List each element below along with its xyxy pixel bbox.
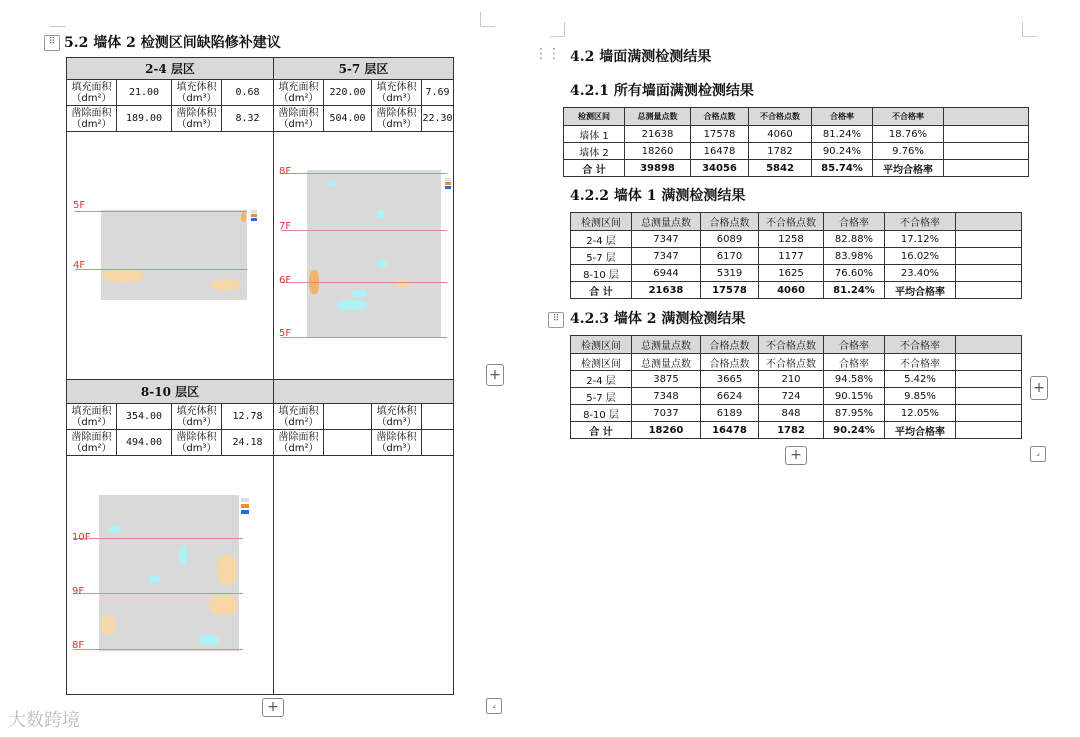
cell: 7348: [632, 388, 701, 405]
cell: 23.40%: [885, 265, 956, 282]
cell: 1177: [759, 248, 824, 265]
repair-suggestion-table: [66, 57, 454, 695]
cell: 90.24%: [812, 143, 873, 160]
add-column-button[interactable]: +: [1030, 376, 1048, 400]
section-title-4-2: 4.2 墙面满测检测结果: [570, 49, 712, 65]
cell: 6089: [701, 231, 759, 248]
cell: 1625: [759, 265, 824, 282]
cell: 3665: [701, 371, 759, 388]
fill-area-label: 填充面积（dm²）: [274, 404, 324, 430]
cell: 4060: [759, 282, 824, 299]
fill-area-value: [324, 404, 372, 430]
table-header: 不合格点数: [759, 213, 824, 231]
remove-area-value: 504.00: [324, 106, 372, 132]
table-resize-handle[interactable]: ⌟: [1030, 446, 1046, 462]
table-row: [571, 231, 1022, 248]
cell: 848: [759, 405, 824, 422]
cell: 6624: [701, 388, 759, 405]
cell: 17578: [691, 126, 749, 143]
subsection-title-4-2-2: 4.2.2 墙体 1 满测检测结果: [570, 188, 746, 204]
fill-volume-value: [422, 404, 453, 430]
cell: 合格率: [824, 354, 885, 371]
cell: 83.98%: [824, 248, 885, 265]
floor-label: 8F: [72, 640, 85, 651]
cell: 16478: [691, 143, 749, 160]
cell: 总测量点数: [632, 354, 701, 371]
fill-volume-label: 填充体积（dm³）: [172, 80, 222, 106]
cell: 87.95%: [824, 405, 885, 422]
cell: 6170: [701, 248, 759, 265]
remove-volume-value: 22.30: [422, 106, 453, 132]
floor-label: 7F: [279, 221, 292, 232]
cell: 9.76%: [873, 143, 944, 160]
table-header: 合格点数: [701, 336, 759, 354]
remove-area-label: 凿除面积（dm²）: [67, 430, 117, 456]
cell: 18260: [632, 422, 701, 439]
table-move-handle[interactable]: ⠿: [44, 35, 60, 51]
fill-area-label: 填充面积（dm²）: [67, 404, 117, 430]
zone-header-8-10: 8-10 层区: [67, 380, 273, 404]
table-header: 合格率: [824, 213, 885, 231]
wall-scan-map-8-10: [99, 495, 239, 651]
remove-volume-value: 8.32: [222, 106, 273, 132]
floor-label: 4F: [73, 260, 86, 271]
cell: [956, 388, 1022, 405]
remove-volume-label: 凿除体积（dm³）: [372, 106, 422, 132]
cell: 平均合格率: [885, 282, 956, 299]
results-table-all: [563, 107, 1029, 177]
cell: [956, 231, 1022, 248]
page-corner-mark: [50, 14, 66, 27]
cell: 94.58%: [824, 371, 885, 388]
cell: 6189: [701, 405, 759, 422]
page-corner-mark: [1022, 22, 1037, 37]
table-total-row: [564, 160, 1029, 177]
cell: 5-7 层: [571, 248, 632, 265]
table-header: [944, 108, 1029, 126]
cell: 合 计: [571, 282, 632, 299]
floor-label: 9F: [72, 586, 85, 597]
cell: 82.88%: [824, 231, 885, 248]
cell: [956, 422, 1022, 439]
cell: 90.15%: [824, 388, 885, 405]
cell: 16478: [701, 422, 759, 439]
remove-area-label: 凿除面积（dm²）: [274, 430, 324, 456]
table-row: [571, 354, 1022, 371]
cell: 18.76%: [873, 126, 944, 143]
cell: [944, 143, 1029, 160]
table-header: 检测区间: [571, 336, 632, 354]
cell: 平均合格率: [873, 160, 944, 177]
fill-area-label: 填充面积（dm²）: [67, 80, 117, 106]
results-table-wall-1: [570, 212, 1022, 299]
cell: 34056: [691, 160, 749, 177]
subsection-title-4-2-3: 4.2.3 墙体 2 满测检测结果: [570, 311, 746, 327]
wall-scan-map-2-4: [101, 210, 247, 300]
cell: 81.24%: [812, 126, 873, 143]
add-row-button[interactable]: +: [785, 446, 807, 465]
fill-volume-label: 填充体积（dm³）: [372, 404, 422, 430]
table-header: 检测区间: [564, 108, 625, 126]
remove-volume-value: 24.18: [222, 430, 273, 456]
table-divider: [273, 58, 274, 694]
subsection-title-4-2-1: 4.2.1 所有墙面满测检测结果: [570, 83, 754, 99]
cell: [944, 126, 1029, 143]
table-row: [571, 265, 1022, 282]
remove-area-label: 凿除面积（dm²）: [67, 106, 117, 132]
cell: 17.12%: [885, 231, 956, 248]
remove-volume-label: 凿除体积（dm³）: [172, 430, 222, 456]
table-row: [571, 405, 1022, 422]
cell: [956, 265, 1022, 282]
floor-label: 8F: [279, 166, 292, 177]
table-header: [956, 213, 1022, 231]
cell: 合 计: [571, 422, 632, 439]
map-legend: [251, 210, 267, 228]
fill-volume-label: 填充体积（dm³）: [372, 80, 422, 106]
fill-volume-value: 7.69: [422, 80, 453, 106]
fill-volume-value: 0.68: [222, 80, 273, 106]
map-legend: [445, 178, 453, 200]
cell: 724: [759, 388, 824, 405]
cell: 85.74%: [812, 160, 873, 177]
table-header: 检测区间: [571, 213, 632, 231]
cell: 7347: [632, 248, 701, 265]
table-header: 合格点数: [691, 108, 749, 126]
cell: 16.02%: [885, 248, 956, 265]
table-header: 合格点数: [701, 213, 759, 231]
cell: 平均合格率: [885, 422, 956, 439]
remove-area-value: 189.00: [117, 106, 172, 132]
fill-area-label: 填充面积（dm²）: [274, 80, 324, 106]
cell: 39898: [625, 160, 691, 177]
cell: 墙体 2: [564, 143, 625, 160]
results-table-wall-2: [570, 335, 1022, 439]
cell: 1782: [749, 143, 812, 160]
cell: 8-10 层: [571, 265, 632, 282]
cell: 2-4 层: [571, 371, 632, 388]
cell: 不合格点数: [759, 354, 824, 371]
fill-area-value: 354.00: [117, 404, 172, 430]
floor-label: 10F: [72, 532, 91, 543]
fill-area-value: 21.00: [117, 80, 172, 106]
cell: 9.85%: [885, 388, 956, 405]
table-header: 不合格点数: [749, 108, 812, 126]
cell: 210: [759, 371, 824, 388]
cell: 合 计: [564, 160, 625, 177]
cell: 3875: [632, 371, 701, 388]
cell: 76.60%: [824, 265, 885, 282]
cell: 墙体 1: [564, 126, 625, 143]
table-header: 不合格率: [885, 213, 956, 231]
fill-volume-value: 12.78: [222, 404, 273, 430]
floor-label: 5F: [279, 328, 292, 339]
cell: [956, 371, 1022, 388]
remove-area-value: [324, 430, 372, 456]
table-row: [564, 143, 1029, 160]
cell: 5.42%: [885, 371, 956, 388]
cell: 21638: [632, 282, 701, 299]
map-legend: [241, 498, 265, 524]
cell: 1258: [759, 231, 824, 248]
cell: 4060: [749, 126, 812, 143]
cell: 90.24%: [824, 422, 885, 439]
cell: [956, 248, 1022, 265]
table-header: 合格率: [824, 336, 885, 354]
add-row-button[interactable]: +: [262, 698, 284, 717]
cell: 21638: [625, 126, 691, 143]
floor-label: 6F: [279, 275, 292, 286]
fill-area-value: 220.00: [324, 80, 372, 106]
add-column-button[interactable]: +: [486, 364, 504, 386]
table-resize-handle[interactable]: ⌟: [486, 698, 502, 714]
cell: 12.05%: [885, 405, 956, 422]
cell: 8-10 层: [571, 405, 632, 422]
cell: [956, 354, 1022, 371]
cell: 5842: [749, 160, 812, 177]
remove-volume-value: [422, 430, 453, 456]
table-move-handle[interactable]: ⠿: [548, 312, 564, 328]
table-header: 合格率: [812, 108, 873, 126]
cell: 检测区间: [571, 354, 632, 371]
cell: 17578: [701, 282, 759, 299]
cell: 18260: [625, 143, 691, 160]
table-header: 总测量点数: [625, 108, 691, 126]
table-header: 不合格率: [873, 108, 944, 126]
cell: 合格点数: [701, 354, 759, 371]
cell: 6944: [632, 265, 701, 282]
watermark-logo: 大数跨境: [8, 710, 80, 731]
remove-volume-label: 凿除体积（dm³）: [372, 430, 422, 456]
cell: 2-4 层: [571, 231, 632, 248]
cell: 1782: [759, 422, 824, 439]
table-row: [571, 248, 1022, 265]
table-row: [571, 388, 1022, 405]
table-row: [564, 126, 1029, 143]
fill-volume-label: 填充体积（dm³）: [172, 404, 222, 430]
drag-grip-icon[interactable]: ⋮⋮: [534, 46, 560, 62]
section-title-5-2: 5.2 墙体 2 检测区间缺陷修补建议: [64, 35, 281, 51]
wall-scan-map-5-7: [307, 170, 441, 338]
remove-volume-label: 凿除体积（dm³）: [172, 106, 222, 132]
cell: 7037: [632, 405, 701, 422]
cell: 7347: [632, 231, 701, 248]
table-row: [571, 371, 1022, 388]
remove-area-value: 494.00: [117, 430, 172, 456]
cell: 不合格率: [885, 354, 956, 371]
cell: 81.24%: [824, 282, 885, 299]
table-header: [956, 336, 1022, 354]
table-total-row: [571, 422, 1022, 439]
cell: [956, 405, 1022, 422]
table-header: 不合格率: [885, 336, 956, 354]
table-header: 总测量点数: [632, 213, 701, 231]
page-corner-mark: [480, 12, 495, 27]
cell: 5-7 层: [571, 388, 632, 405]
cell: 5319: [701, 265, 759, 282]
table-total-row: [571, 282, 1022, 299]
cell: [944, 160, 1029, 177]
zone-header-empty: [274, 380, 453, 404]
page-corner-mark: [550, 22, 565, 37]
zone-header-5-7: 5-7 层区: [274, 58, 453, 80]
table-header: 不合格点数: [759, 336, 824, 354]
cell: [956, 282, 1022, 299]
remove-area-label: 凿除面积（dm²）: [274, 106, 324, 132]
table-header: 总测量点数: [632, 336, 701, 354]
zone-header-2-4: 2-4 层区: [67, 58, 273, 80]
floor-label: 5F: [73, 200, 86, 211]
